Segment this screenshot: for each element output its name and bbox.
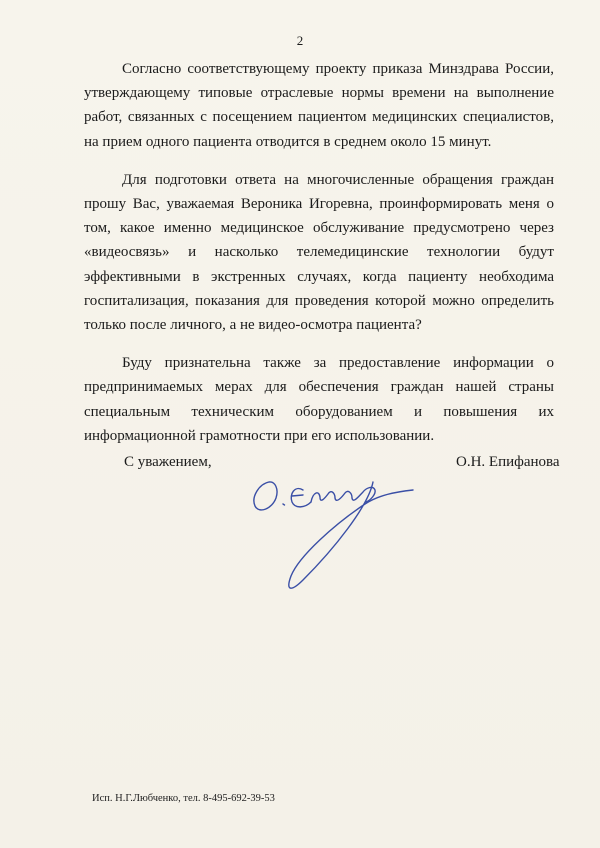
signature-stroke-o — [254, 482, 277, 510]
executor-contact: Исп. Н.Г.Любченко, тел. 8-495-692-39-53 — [92, 793, 275, 804]
signer-name: О.Н. Епифанова — [456, 454, 560, 470]
closing-block — [0, 442, 600, 602]
paragraph-3: Буду признательна также за предоставление информации о предпринимаемых мерах для обеспечения граждан нашей страны специальным техническим оборудованием и повышения их информационной грамотности при его использовании. — [84, 355, 554, 444]
handwritten-signature — [245, 452, 415, 597]
closing-phrase: С уважением, — [124, 454, 212, 470]
paragraph-2: Для подготовки ответа на многочисленные обращения граждан прошу Вас, уважаемая Вероника Игоревна, проинформировать меня о том, какое именно медицинское обслуживание предусмотрено через «видеосвязь» и насколько телемедицинские технологии будут эффективными в экстренных случаях, когда пациенту необходима госпитализация, показания для проведения которой можно определить только после личного, а не видео-осмотра пациента? — [84, 171, 554, 334]
page-number: 2 — [296, 33, 304, 48]
signature-stroke-e — [291, 489, 311, 507]
paragraph-1: Согласно соответствующему проекту приказа Минздрава России, утверждающему типовые отраслевые нормы времени на выполнение работ, связанных с посещением пациентом медицинских специалистов, на прием одного пациента отводится в среднем около 15 минут. — [84, 61, 554, 150]
signature-stroke-tail — [289, 482, 413, 588]
signature-stroke-dot — [283, 504, 285, 505]
letter-body — [84, 57, 554, 448]
